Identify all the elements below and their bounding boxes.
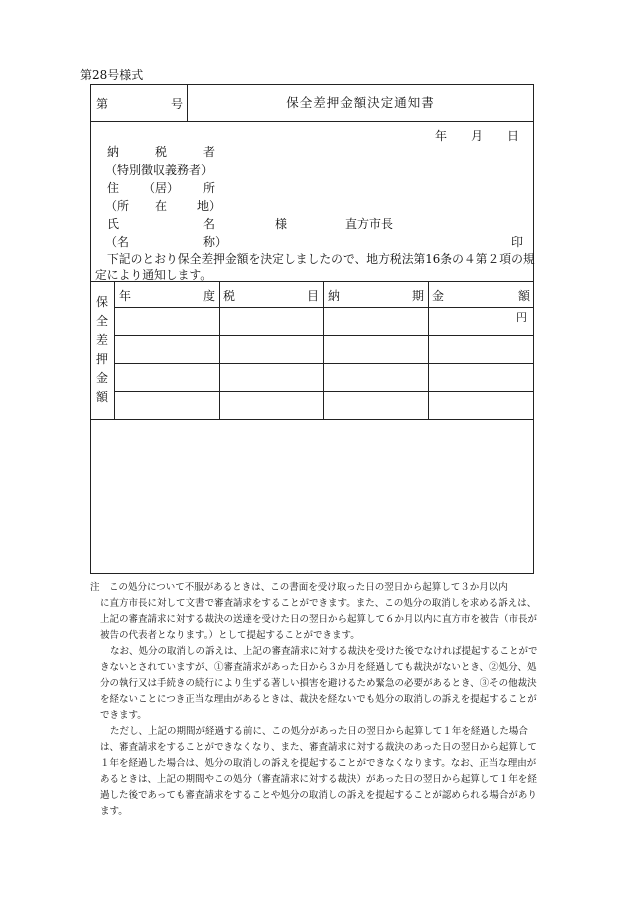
row-divider — [114, 363, 533, 364]
row-label-char-1: 保 — [96, 295, 109, 309]
date-month-label: 月 — [471, 129, 484, 143]
document-title: 保全差押金額決定通知書 — [286, 95, 435, 110]
note-paragraph-1: に直方市長に対して文書で審査請求をすることができます。また、この処分の取消しを求める訴えは、上記の審査請求に対する裁決の送達を受けた日の翌日から起算して６か月以内に直方市を被告（市長が被告の代表者となります。）として提起することができます。 — [100, 598, 538, 641]
taxpayer-label-3: 者 — [203, 145, 216, 159]
col-header-year-2: 度 — [203, 289, 216, 303]
location-label-3: 地） — [197, 199, 222, 213]
row-label-char-3: 差 — [96, 333, 109, 347]
form-number: 第28号様式 — [80, 68, 144, 82]
col-header-period-1: 納 — [328, 289, 341, 303]
taxpayer-label-1: 納 — [107, 145, 120, 159]
yen-unit: 円 — [516, 311, 527, 324]
table-row-label — [91, 281, 115, 419]
number-label-prefix: 第 — [96, 97, 109, 111]
appeal-notice — [90, 580, 540, 820]
special-collector-label: （特別徴収義務者） — [105, 163, 214, 177]
column-divider — [428, 281, 429, 419]
column-divider — [323, 281, 324, 419]
row-divider — [114, 335, 533, 336]
row-label-char-5: 金 — [96, 371, 109, 385]
seizure-amount-table — [91, 281, 533, 420]
address-label-3: 所 — [203, 181, 216, 195]
notice-form-frame — [90, 84, 534, 574]
statement-line-2: 定により通知します。 — [95, 268, 213, 282]
col-header-amount-1: 金 — [432, 289, 445, 303]
col-header-tax-2: 目 — [307, 289, 320, 303]
row-label-char-2: 全 — [96, 314, 109, 328]
name-label-1: 氏 — [107, 217, 120, 231]
notice-body — [91, 121, 533, 282]
location-label-1: （所 — [105, 199, 130, 213]
issuer-name: 直方市長 — [345, 217, 394, 231]
note-line-1: 注 この処分について不服があるときは、この書面を受け取った日の翌日から起算して３か月以内 — [90, 582, 508, 593]
corporate-name-label-1: （名 — [105, 235, 130, 249]
row-label-char-4: 押 — [96, 352, 109, 366]
col-header-year-1: 年 — [119, 289, 132, 303]
address-label-1: 住 — [107, 181, 120, 195]
location-label-2: 在 — [155, 199, 168, 213]
col-header-amount-2: 額 — [518, 289, 531, 303]
date-day-label: 日 — [507, 129, 520, 143]
honorific-sama: 様 — [275, 217, 288, 231]
form-header — [91, 85, 533, 122]
address-label-2: （居） — [143, 181, 180, 195]
number-label-suffix: 号 — [171, 97, 184, 111]
corporate-name-label-2: 称） — [203, 235, 228, 249]
row-divider — [114, 307, 533, 308]
name-label-2: 名 — [203, 217, 216, 231]
date-year-label: 年 — [435, 129, 448, 143]
row-divider — [114, 391, 533, 392]
seal-mark: 印 — [511, 235, 524, 249]
document-number-field[interactable] — [91, 85, 188, 121]
taxpayer-label-2: 税 — [155, 145, 168, 159]
col-header-tax-1: 税 — [223, 289, 236, 303]
statement-line-1: 下記のとおり保全差押金額を決定しましたので、地方税法第16条の４第２項の規 — [107, 252, 535, 266]
column-divider — [219, 281, 220, 419]
col-header-period-2: 期 — [412, 289, 425, 303]
note-paragraph-2: なお、処分の取消しの訴えは、上記の審査請求に対する裁決を受けた後でなければ提起することができないとされていますが、①審査請求があった日から３か月を経過しても裁決がないとき、②処分、処分の執行又は手続きの続行により生ずる著しい損害を避けるため緊急の必要があるとき、③その他裁決を経ないことにつき正当な理由があるときは、裁決を経ないでも処分の取消しの訴えを提起することができます。 — [100, 646, 538, 721]
row-label-char-6: 額 — [96, 390, 109, 404]
note-paragraph-3: ただし、上記の期間が経過する前に、この処分があった日の翌日から起算して１年を経過した場合は、審査請求をすることができなくなり、また、審査請求に対する裁決のあった日の翌日から起算して１年を経過した場合は、処分の取消しの訴えを提起することができなくなります。なお、正当な理由があるときは、上記の期間やこの処分（審査請求に対する裁決）があった日の翌日から起算して１年を経過した後であっても審査請求をすることや処分の取消しの訴えを提起することが認められる場合があります。 — [100, 726, 537, 817]
